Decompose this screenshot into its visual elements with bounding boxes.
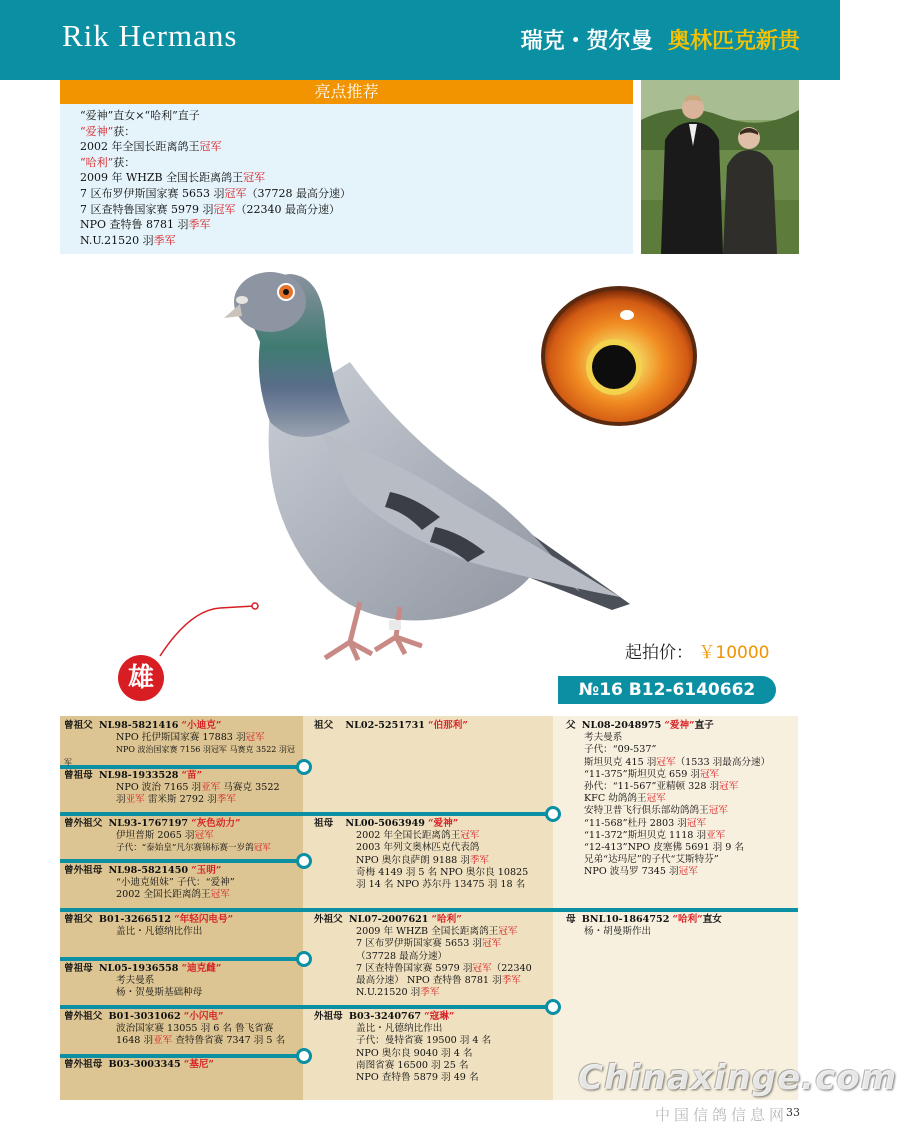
mother-entry <box>566 914 796 938</box>
gf1-id: NL02-5251731 <box>345 720 425 731</box>
pedigree-line <box>356 842 550 854</box>
ggf3-id: B01-3266512 <box>98 914 172 925</box>
pedigree-line-text: “11-375”斯坦贝克 659 羽 <box>584 768 700 780</box>
highlight-text: N.U.21520 羽 <box>80 233 154 247</box>
ggf2-entry <box>64 818 300 855</box>
pedigree-line <box>584 842 796 854</box>
pedigree-line <box>584 830 796 842</box>
highlight-text-after: 获： <box>113 155 136 169</box>
ggf4-line2: 1648 羽 <box>116 1035 154 1047</box>
pedigree-line-text: 2009 年 WHZB 全国长距离鸽王 <box>356 926 499 938</box>
price-amount: ￥10000 <box>698 643 770 663</box>
pedigree-line-text: “12-413”NPO 皮塞佛 5691 羽 9 名 <box>584 842 745 854</box>
gm1-lines <box>314 830 550 891</box>
father-label: 父 <box>566 720 576 731</box>
ggm2-line1: “小迪克姐妹” 子代：“爱神” <box>116 877 235 889</box>
pedigree-line <box>356 975 550 987</box>
ggf4-line1: 波治国家赛 13055 羽 6 名 鲁飞省赛 <box>116 1023 274 1035</box>
pedigree-line-red: 冠军 <box>482 938 502 950</box>
starting-price <box>625 638 770 663</box>
pedigree-line <box>584 818 796 830</box>
father-name: “爱神” <box>664 720 695 731</box>
highlight-text: 2009 年 WHZB 全国长距离鸽王 <box>80 171 244 185</box>
pedigree-line <box>356 879 550 891</box>
ggf1-line2: NPO 波治国家赛 7156 羽冠军 马赛克 3522 羽冠军 <box>64 745 295 767</box>
highlight-text-after: 获： <box>113 124 136 138</box>
pedigree-line-red: 季军 <box>420 987 440 999</box>
ggf2-line2-red: 冠军 <box>253 843 271 854</box>
pedigree-line <box>356 1035 550 1047</box>
mother-label: 母 <box>566 914 576 925</box>
chinese-title <box>521 24 800 55</box>
mother-name: “哈利” <box>672 914 703 925</box>
pedigree-line-red: 冠军 <box>719 781 739 793</box>
pedigree-line-red: 冠军 <box>460 830 480 842</box>
pedigree-line <box>356 963 550 975</box>
ggf2-line1-red: 冠军 <box>194 830 214 842</box>
pedigree-line-red: 冠军 <box>686 817 707 829</box>
pedigree-line-after: （1533 羽最高分速） <box>675 756 771 768</box>
sex-badge: 雄 <box>118 655 164 701</box>
ggm1-line1-after: 马赛克 3522 <box>220 782 280 794</box>
gm2-label: 外祖母 <box>314 1011 343 1022</box>
pedigree-line <box>584 793 796 805</box>
ggm1-name: “苗” <box>181 770 203 781</box>
ggm1-line2-red: 亚军 <box>125 794 145 806</box>
pedigree-line-text: 盖比・凡德纳比作出 <box>356 1023 443 1035</box>
gm2-entry <box>314 1011 550 1084</box>
pedigree-line-red: 冠军 <box>498 926 518 938</box>
pedigree-line-text: （37728 最高分速） <box>356 950 448 962</box>
ggm1-line2-after: 雷米斯 2792 羽 <box>144 794 217 806</box>
ggm1-line1: NPO 波治 7165 羽 <box>116 782 202 794</box>
gm1-id: NL00-5063949 <box>345 818 425 829</box>
highlight-text-red: 季军 <box>188 218 211 232</box>
pedigree-line-red: 亚军 <box>706 829 726 841</box>
ggm4-id: B03-3003345 <box>108 1059 181 1070</box>
highlight-text-after: （37728 最高分速） <box>246 186 351 200</box>
pedigree-line <box>584 732 796 744</box>
ggf3-entry <box>64 914 300 938</box>
father-suffix: 直子 <box>694 720 714 731</box>
ggm2-line2: 2002 全国长距离鸽王 <box>116 889 211 901</box>
pedigree-line <box>584 744 796 756</box>
ggf4-label: 曾外祖父 <box>64 1011 103 1022</box>
pedigree-line <box>584 805 796 817</box>
highlight-text-red: 冠军 <box>224 186 247 200</box>
gm2-id: B03-3240767 <box>348 1011 422 1022</box>
pedigree-line <box>356 1023 550 1035</box>
highlight-text-red: 季军 <box>153 233 176 247</box>
pedigree-line <box>584 854 796 866</box>
pedigree-line <box>584 757 796 769</box>
ggm3-id: NL05-1936558 <box>98 963 179 974</box>
pedigree-line-text: 2002 年全国长距离鸽王 <box>356 830 461 842</box>
gm1-label: 祖母 <box>314 818 334 829</box>
ggm1-line1-red: 亚军 <box>201 782 221 794</box>
ggm3-name: “迪克雌” <box>181 963 222 974</box>
pedigree-line-text: 最高分速） NPO 查特鲁 8781 羽 <box>356 975 502 987</box>
ggm2-label: 曾外祖母 <box>64 865 103 876</box>
pedigree-line-text: 南图省赛 16500 羽 25 名 <box>356 1059 469 1071</box>
highlight-text-red: 冠军 <box>199 140 222 154</box>
ggm4-entry <box>64 1059 300 1071</box>
pedigree-line <box>356 1072 550 1084</box>
ggf4-line2-after: 查特鲁省赛 7347 羽 5 名 <box>172 1035 286 1047</box>
ggf2-line1: 伊坦普斯 2065 羽 <box>116 830 195 842</box>
separator <box>60 1054 303 1058</box>
pedigree-line-red: 冠军 <box>472 962 492 974</box>
gm1-entry <box>314 818 550 891</box>
pedigree-line-red: 冠军 <box>656 756 676 768</box>
ggf3-line1: 盖比・凡德纳比作出 <box>116 926 203 938</box>
highlight-line <box>80 170 351 186</box>
pedigree-line-text: 羽 14 名 NPO 苏尔丹 13475 羽 18 名 <box>356 879 526 891</box>
watermark-cn: 中国信鸽信息网 <box>655 1106 789 1124</box>
pedigree-line-text: 子代：曼特省赛 19500 羽 4 名 <box>356 1035 492 1047</box>
pedigree-line <box>356 1060 550 1072</box>
gf2-name: “哈利” <box>431 914 462 925</box>
ggm2-entry <box>64 865 300 902</box>
ggf2-label: 曾外祖父 <box>64 818 103 829</box>
gf1-label: 祖父 <box>314 720 334 731</box>
separator <box>303 812 553 816</box>
gm2-lines <box>314 1023 550 1084</box>
ggf2-id: NL93-1767197 <box>108 818 189 829</box>
title-subtitle: 奥林匹克新贵 <box>667 29 800 54</box>
pedigree-line-red: 季军 <box>469 854 490 866</box>
pedigree-line <box>356 855 550 867</box>
pedigree-line <box>356 1048 550 1060</box>
ggf4-name: “小闪电” <box>183 1011 224 1022</box>
ggm3-entry <box>64 963 300 1000</box>
pedigree-line <box>356 926 550 938</box>
highlight-line <box>80 202 351 218</box>
pedigree-line-text: NPO 波马罗 7345 羽 <box>584 866 679 878</box>
ggm1-entry <box>64 770 300 807</box>
ggf1-line1: NPO 托伊斯国家赛 17883 羽 <box>116 732 246 744</box>
highlight-line <box>80 186 351 202</box>
highlight-text-red: 冠军 <box>243 171 266 185</box>
ring-number-badge: №16 B12-6140662 <box>558 676 776 704</box>
separator <box>303 1005 553 1009</box>
ggm1-id: NL98-1933528 <box>98 770 179 781</box>
price-label: 起拍价： <box>625 643 693 663</box>
highlight-text: 2002 年全国长距离鸽王 <box>80 140 200 154</box>
gm2-name: “寇琳” <box>424 1011 455 1022</box>
father-lines <box>566 732 796 878</box>
ggm3-line2: 杨・贺曼斯基础种母 <box>116 987 203 999</box>
separator <box>60 859 303 863</box>
ggm3-line1: 考夫曼系 <box>116 975 155 987</box>
page-number: 33 <box>786 1106 800 1119</box>
pedigree-line <box>356 867 550 879</box>
gf1-name: “伯那利” <box>428 720 468 731</box>
ggm4-label: 曾外祖母 <box>64 1059 103 1070</box>
highlight-line <box>80 108 351 124</box>
separator <box>60 812 303 816</box>
mother-line1: 杨・胡曼斯作出 <box>584 926 652 938</box>
owner-photo <box>641 80 799 254</box>
ggm4-name: “基尼” <box>183 1059 214 1070</box>
title-name: 瑞克・贺尔曼 <box>520 29 653 54</box>
pedigree-line-text: KFC 幼鸽鸽王 <box>584 793 647 805</box>
highlight-line <box>80 233 351 249</box>
highlight-line <box>80 139 351 155</box>
highlight-text-red: 冠军 <box>213 202 236 216</box>
ggm1-label: 曾祖母 <box>64 770 93 781</box>
pedigree-line <box>356 938 550 950</box>
ggf1-line1-red: 冠军 <box>245 732 265 744</box>
brand-title: Rik Hermans <box>62 18 238 53</box>
ggf1-name: “小迪克” <box>181 720 222 731</box>
pedigree-line-text: 7 区查特鲁国家赛 5979 羽 <box>356 962 473 974</box>
father-entry <box>566 720 796 879</box>
ggf2-name: “灰色动力” <box>191 818 241 829</box>
ggf1-entry <box>64 720 300 769</box>
highlight-text: 7 区查特鲁国家赛 5979 羽 <box>80 202 214 216</box>
watermark: Chinaxinge.com <box>578 1058 897 1098</box>
pedigree-line-text: 2003 年列文奥林匹克代表鸽 <box>356 842 480 854</box>
highlight-title: 亮点推荐 <box>314 82 379 101</box>
highlight-text-after: （22340 最高分速） <box>235 202 340 216</box>
pedigree-line-text: 斯坦贝克 415 羽 <box>584 756 657 768</box>
separator <box>60 957 303 961</box>
pedigree-line-red: 季军 <box>501 975 521 987</box>
pedigree-line <box>584 866 796 878</box>
highlight-text-red: “爱神” <box>80 124 114 138</box>
pedigree-line-text: NPO 奥尔良 9040 羽 4 名 <box>356 1047 473 1059</box>
pedigree-line-text: 子代：“09-537” <box>584 744 657 756</box>
pedigree-line-red: 冠军 <box>678 866 698 878</box>
separator <box>303 908 798 912</box>
pedigree-line <box>584 781 796 793</box>
gf2-lines <box>314 926 550 999</box>
pedigree-line-text: 安特卫普飞行俱乐部幼鸽鸽王 <box>584 805 709 817</box>
ggm1-line2: 羽 <box>116 794 126 806</box>
father-id: NL08-2048975 <box>581 720 662 731</box>
ggm2-id: NL98-5821450 <box>108 865 189 876</box>
highlight-lines <box>80 108 351 248</box>
pedigree-line-red: 冠军 <box>646 793 666 805</box>
ggm3-label: 曾祖母 <box>64 963 93 974</box>
gf2-id: NL07-2007621 <box>348 914 429 925</box>
pedigree-line <box>356 987 550 999</box>
ggm2-name: “玉明” <box>191 865 222 876</box>
highlight-text: “爱神”直女×“哈利”直子 <box>80 109 200 122</box>
pedigree-line-text: N.U.21520 羽 <box>356 987 421 999</box>
highlight-header <box>60 80 633 104</box>
highlight-line <box>80 155 351 171</box>
ggf1-label: 曾祖父 <box>64 720 93 731</box>
highlight-text: 7 区布罗伊斯国家赛 5653 羽 <box>80 186 225 200</box>
ggf3-label: 曾祖父 <box>64 914 93 925</box>
gf1-entry <box>314 720 550 732</box>
pedigree-line <box>356 830 550 842</box>
ggf2-line2: 子代：“泰始皇”凡尔赛锦标赛一岁鸽 <box>116 843 254 854</box>
separator <box>60 908 303 912</box>
pedigree-line-red: 冠军 <box>708 805 728 817</box>
highlight-line <box>80 217 351 233</box>
pedigree-line-text: 7 区布罗伊斯国家赛 5653 羽 <box>356 938 483 950</box>
gf2-label: 外祖父 <box>314 914 343 925</box>
eye-closeup <box>539 284 699 429</box>
mother-id: BNL10-1864752 <box>581 914 670 925</box>
highlight-text: NPO 查特鲁 8781 羽 <box>80 218 189 232</box>
ggm1-line2-red2: 季军 <box>216 794 236 806</box>
pedigree-line-text: 考夫曼系 <box>584 732 623 744</box>
pedigree-line-text: 孙代：“11-567”亚精顿 328 羽 <box>584 781 720 793</box>
pedigree-line-after: （22340 <box>491 962 532 974</box>
gm1-name: “爱神” <box>428 818 459 829</box>
highlight-line <box>80 124 351 140</box>
pedigree-line-red: 冠军 <box>699 768 720 780</box>
ggf4-id: B01-3031062 <box>108 1011 181 1022</box>
pedigree-line-text: NPO 查特鲁 5879 羽 49 名 <box>356 1072 479 1084</box>
separator <box>60 1005 303 1009</box>
pedigree-line-text: 兄弟“达玛尼”的子代“艾斯特芬” <box>584 854 719 866</box>
pedigree-line-text: “11-372”斯坦贝克 1118 羽 <box>584 829 707 841</box>
highlight-text-red: “哈利” <box>80 155 114 169</box>
mother-suffix: 直女 <box>702 914 722 925</box>
pedigree-line-text: NPO 奥尔良萨朗 9188 羽 <box>356 854 470 866</box>
ggf4-entry <box>64 1011 300 1048</box>
pedigree-line-text: 奇梅 4149 羽 5 名 NPO 奥尔良 10825 <box>356 866 529 878</box>
pedigree-line <box>584 769 796 781</box>
ggf1-id: NL98-5821416 <box>98 720 179 731</box>
ggf3-name: “年轻闪电号” <box>174 914 234 925</box>
ggf4-line2-red: 亚军 <box>153 1035 173 1047</box>
leader-line <box>150 600 262 660</box>
gf2-entry <box>314 914 550 999</box>
pedigree-line <box>356 951 550 963</box>
ggm2-line2-red: 冠军 <box>210 889 230 901</box>
pedigree-line-text: “11-568”杜丹 2803 羽 <box>584 817 687 829</box>
